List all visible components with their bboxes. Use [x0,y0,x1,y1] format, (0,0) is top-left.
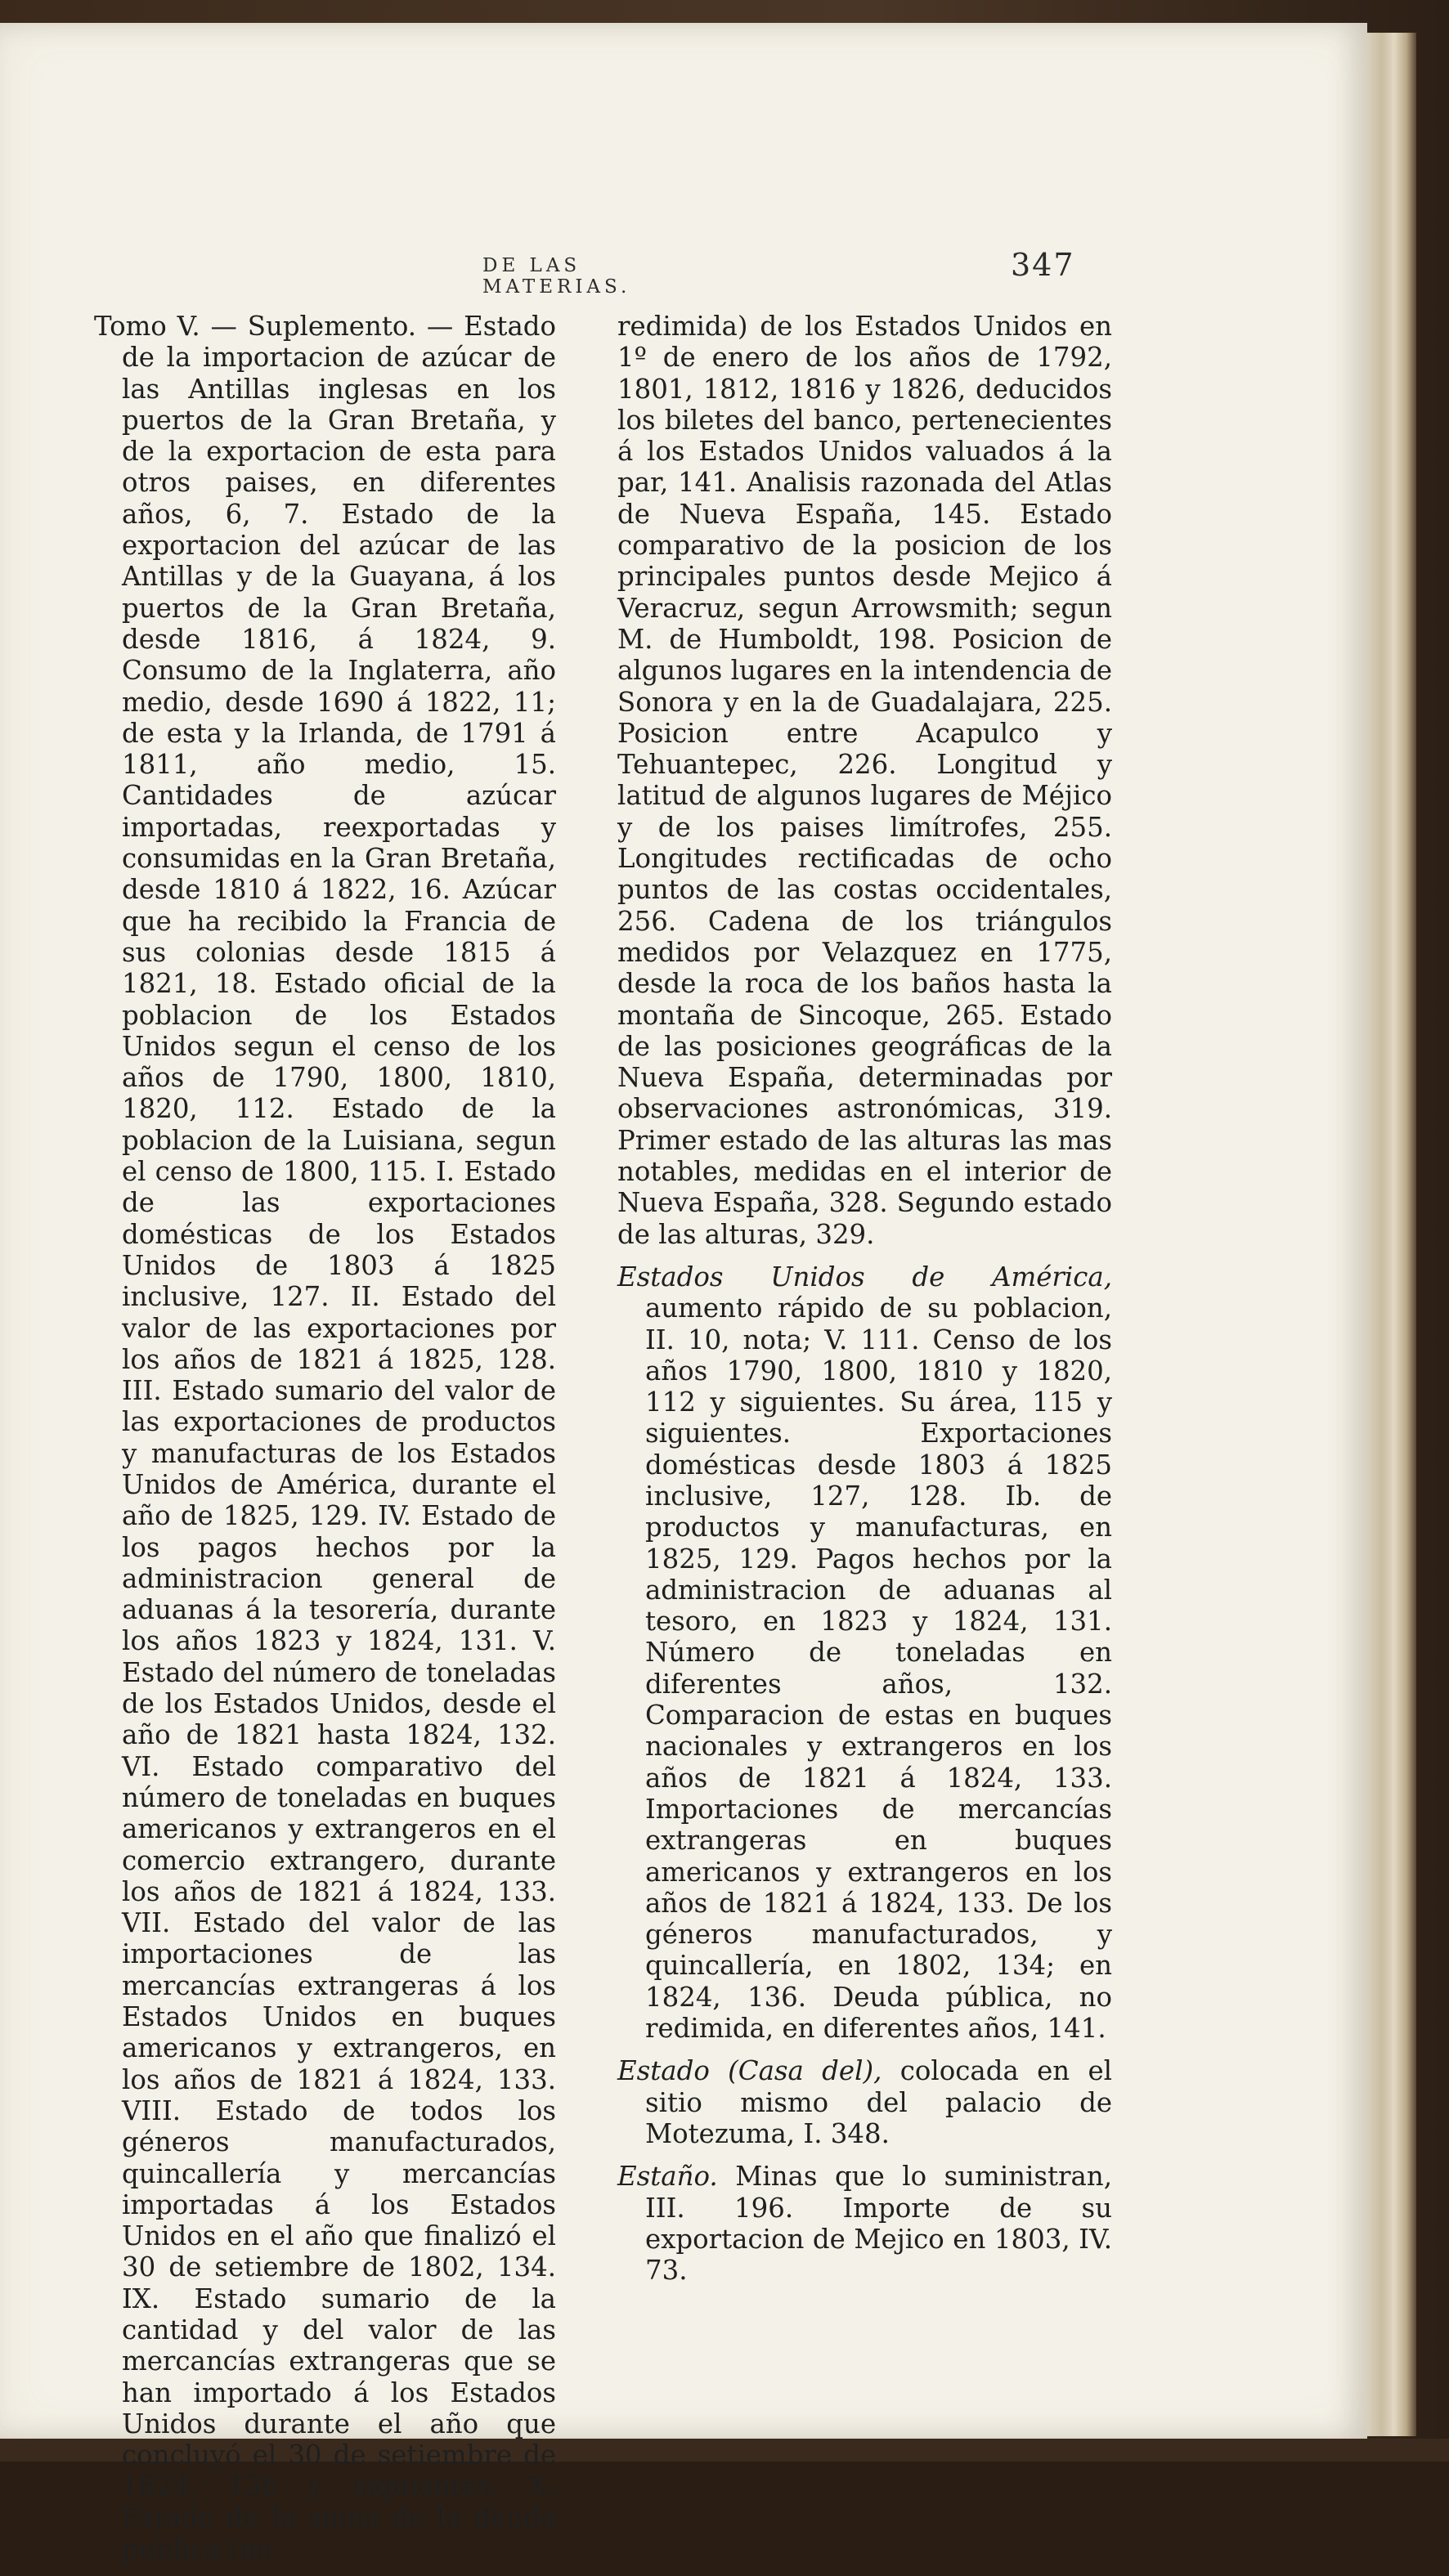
entry-text: redimida) de los Estados Unidos en 1º de enero de los años de 1792, 1801, 1812, 1816 y 1826, deducidos los biletes del banco, pertenecientes á los Estados Unidos valuados á la par, 141. Analisis razonada del Atlas de Nueva España, 145. Estado comparativo de la posicion de los principales puntos desde Mejico á Veracruz, segun Arrowsmith; segun M. de Humboldt, 198. Posicion de algunos lugares en la intendencia de Sonora y en la de Guadalajara, 225. Posicion entre Acapulco y Tehuantepec, 226. Longitud y latitud de algunos lugares de Méjico y de los paises limítrofes, 255. Longitudes rectificadas de ocho puntos de las costas occidentales, 256. Cadena de los triángulos medidos por Velazquez en 1775, desde la roca de los baños hasta la montaña de Sincoque, 265. Estado de las posiciones geográficas de la Nueva España, determinadas por observaciones astronómicas, 319. Primer estado de las alturas las mas notables, medidas en el interior de Nueva España, 328. Segundo estado de las alturas, 329. [617,311,1112,1250]
entry-headword: Estados Unidos de América, [617,1261,1112,1292]
entry-text: Tomo V. — Suplemento. — Estado de la importacion de azúcar de las Antillas inglesas en los puertos de la Gran Bretaña, y de la exportacion de esta para otros paises, en diferentes años, 6, 7. Estado de la exportacion del azúcar de las Antillas y de la Guayana, á los puertos de la Gran Bretaña, desde 1816, á 1824, 9. Consumo de la Inglaterra, año medio, desde 1690 á 1822, 11; de esta y la Irlanda, de 1791 á 1811, año medio, 15. Cantidades de azúcar importadas, reexportadas y consumidas en la Gran Bretaña, desde 1810 á 1822, 16. Azúcar que ha recibido la Francia de sus colonias desde 1815 á 1821, 18. Estado oficial de la poblacion de los Estados Unidos segun el censo de los años de 1790, 1800, 1810, 1820, 112. Estado de la poblacion de la Luisiana, segun el censo de 1800, 115. I. Estado de las exportaciones domésticas de los Estados Unidos de 1803 á 1825 inclusive, 127. II. Estado del valor de las exportaciones por los años de 1821 á 1825, 128. III. Estado sumario del valor de las exportaciones de productos y manufacturas de los Estados Unidos de América, durante el año de 1825, 129. IV. Estado de los pagos hechos por la administracion general de aduanas á la tesorería, durante los años 1823 y 1824, 131. V. Estado del número de toneladas de los Estados Unidos, desde el año de 1821 hasta 1824, 132. VI. Estado comparativo del número de toneladas en buques americanos y extrangeros en el comercio extrangero, durante los años de 1821 á 1824, 133. VII. Estado del valor de las importaciones de las mercancías extrangeras á los Estados Unidos en buques americanos y extrangeros, en los años de 1821 á 1824, 133. VIII. Estado de todos los géneros manufacturados, quincallería y mercancías importadas á los Estados Unidos en el año que finalizó el 30 de setiembre de 1802, 134. IX. Estado sumario de la cantidad y del valor de las mercancías extrangeras que se han importado á los Estados Unidos durante el año que concluyó el 30 de setiembre de 1824, 136 y siguientes. X. Estado de la suma de la deuda publica (no [94,311,556,2565]
page-number: 347 [1011,247,1075,283]
index-entry [617,1261,1112,2044]
index-entry [94,311,556,2565]
entry-text: colocada en el sitio mismo del palacio de Motezuma, I. 348. [645,2055,1112,2149]
entry-headword: Estaño. [617,2161,718,2193]
page-edge-stack [1367,33,1416,2436]
entry-text: Minas que lo suministran, III. 196. Importe de su exportacion de Mejico en 1803, IV. 73. [645,2161,1112,2287]
running-title: DE LAS MATERIAS. [482,255,631,298]
entry-headword: Estado (Casa del), [617,2055,882,2087]
index-entry [617,2161,1112,2286]
left-column [94,311,556,2576]
entry-text: aumento rápido de su poblacion, II. 10, nota; V. 111. Censo de los años 1790, 1800, 1810 y 1820, 112 y siguientes. Su área, 115 y siguientes. Exportaciones domésticas desde 1803 á 1825 inclusive, 127, 128. Ib. de productos y manufacturas, en 1825, 129. Pagos hechos por la administracion de aduanas al tesoro, en 1823 y 1824, 131. Número de toneladas en diferentes años, 132. Comparacion de estas en buques nacionales y extrangeros en los años de 1821 á 1824, 133. Importaciones de mercancías extrangeras en buques americanos y extrangeros en los años de 1821 á 1824, 133. De los géneros manufacturados, y quincallería, en 1802, 134; en 1824, 136. Deuda pública, no redimida, en diferentes años, 141. [645,1292,1112,2045]
right-column [617,311,1112,2297]
index-entry-continuation [617,311,1112,1250]
index-entry [617,2055,1112,2149]
